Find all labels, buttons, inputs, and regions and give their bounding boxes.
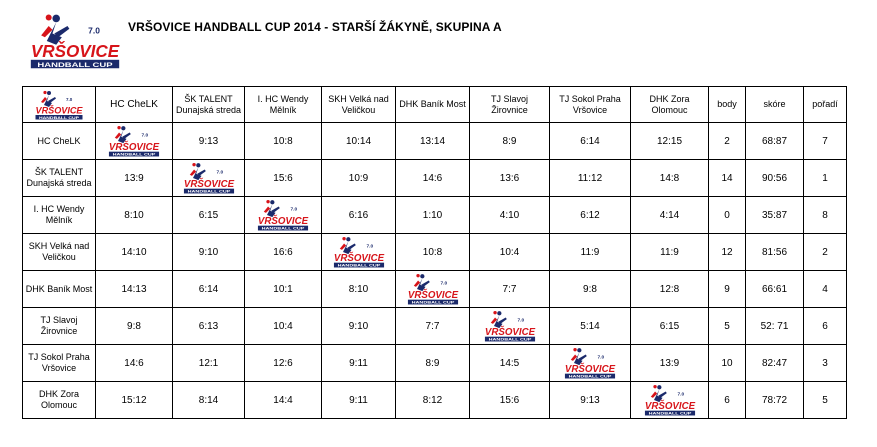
score-cell: 8:9 bbox=[470, 123, 550, 160]
score-cell: 5:14 bbox=[550, 308, 631, 345]
score-cell: 10:8 bbox=[396, 234, 470, 271]
table-row bbox=[23, 308, 847, 345]
vrsovice-handball-cup-logo-icon bbox=[252, 199, 314, 231]
row-header-team: HC CheLK bbox=[23, 123, 96, 160]
body-cell: 14 bbox=[709, 160, 746, 197]
score-cell: 6:12 bbox=[550, 197, 631, 234]
score-cell: 9:8 bbox=[96, 308, 173, 345]
poradi-cell: 3 bbox=[804, 345, 847, 382]
score-cell: 10:1 bbox=[245, 271, 322, 308]
vrsovice-handball-cup-logo-icon bbox=[479, 310, 541, 342]
score-cell: 9:10 bbox=[173, 234, 245, 271]
table-row bbox=[23, 160, 847, 197]
skore-cell: 82:47 bbox=[746, 345, 804, 382]
score-cell: 10:14 bbox=[322, 123, 396, 160]
self-match-logo-cell bbox=[245, 197, 322, 234]
score-cell: 9:11 bbox=[322, 345, 396, 382]
score-cell: 8:12 bbox=[396, 382, 470, 419]
score-cell: 14:10 bbox=[96, 234, 173, 271]
score-cell: 7:7 bbox=[396, 308, 470, 345]
score-cell: 1:10 bbox=[396, 197, 470, 234]
table-row bbox=[23, 271, 847, 308]
score-cell: 14:5 bbox=[470, 345, 550, 382]
row-header-team: TJ Slavoj Žirovnice bbox=[23, 308, 96, 345]
body-cell: 10 bbox=[709, 345, 746, 382]
score-cell: 11:9 bbox=[631, 234, 709, 271]
score-cell: 11:9 bbox=[550, 234, 631, 271]
poradi-cell: 7 bbox=[804, 123, 847, 160]
score-cell: 16:6 bbox=[245, 234, 322, 271]
score-cell: 8:14 bbox=[173, 382, 245, 419]
col-header-team: I. HC Wendy Mělník bbox=[245, 87, 322, 123]
poradi-cell: 2 bbox=[804, 234, 847, 271]
score-cell: 15:6 bbox=[245, 160, 322, 197]
row-header-team: TJ Sokol Praha Vršovice bbox=[23, 345, 96, 382]
skore-cell: 35:87 bbox=[746, 197, 804, 234]
score-cell: 6:14 bbox=[173, 271, 245, 308]
skore-cell: 90:56 bbox=[746, 160, 804, 197]
vrsovice-handball-cup-logo-icon bbox=[328, 236, 390, 268]
col-header-team: TJ Sokol Praha Vršovice bbox=[550, 87, 631, 123]
score-cell: 15:6 bbox=[470, 382, 550, 419]
poradi-cell: 4 bbox=[804, 271, 847, 308]
score-cell: 6:16 bbox=[322, 197, 396, 234]
score-cell: 14:13 bbox=[96, 271, 173, 308]
corner-logo-cell bbox=[23, 87, 96, 123]
score-cell: 13:9 bbox=[96, 160, 173, 197]
body-cell: 9 bbox=[709, 271, 746, 308]
score-cell: 4:14 bbox=[631, 197, 709, 234]
body-cell: 5 bbox=[709, 308, 746, 345]
table-row bbox=[23, 123, 847, 160]
vrsovice-handball-cup-logo-icon bbox=[178, 162, 240, 194]
row-header-team: ŠK TALENT Dunajská streda bbox=[23, 160, 96, 197]
col-header-team: SKH Velká nad Veličkou bbox=[322, 87, 396, 123]
table-row bbox=[23, 345, 847, 382]
poradi-cell: 6 bbox=[804, 308, 847, 345]
vrsovice-handball-cup-logo-icon bbox=[103, 125, 165, 157]
col-header-team: ŠK TALENT Dunajská streda bbox=[173, 87, 245, 123]
poradi-cell: 5 bbox=[804, 382, 847, 419]
score-cell: 14:6 bbox=[96, 345, 173, 382]
score-cell: 15:12 bbox=[96, 382, 173, 419]
score-cell: 13:6 bbox=[470, 160, 550, 197]
score-cell: 10:4 bbox=[470, 234, 550, 271]
col-header-body: body bbox=[709, 87, 746, 123]
col-header-team: TJ Slavoj Žirovnice bbox=[470, 87, 550, 123]
score-cell: 9:11 bbox=[322, 382, 396, 419]
score-cell: 6:15 bbox=[631, 308, 709, 345]
self-match-logo-cell bbox=[173, 160, 245, 197]
vrsovice-handball-cup-logo-icon bbox=[402, 273, 464, 305]
score-cell: 9:10 bbox=[322, 308, 396, 345]
score-cell: 9:13 bbox=[550, 382, 631, 419]
poradi-cell: 1 bbox=[804, 160, 847, 197]
score-cell: 14:4 bbox=[245, 382, 322, 419]
results-table bbox=[22, 86, 847, 419]
self-match-logo-cell bbox=[96, 123, 173, 160]
score-cell: 12:1 bbox=[173, 345, 245, 382]
vrsovice-handball-cup-logo-icon bbox=[28, 90, 90, 120]
self-match-logo-cell bbox=[470, 308, 550, 345]
skore-cell: 66:61 bbox=[746, 271, 804, 308]
poradi-cell: 8 bbox=[804, 197, 847, 234]
score-cell: 7:7 bbox=[470, 271, 550, 308]
row-header-team: DHK Zora Olomouc bbox=[23, 382, 96, 419]
self-match-logo-cell bbox=[396, 271, 470, 308]
table-row bbox=[23, 234, 847, 271]
self-match-logo-cell bbox=[550, 345, 631, 382]
skore-cell: 68:87 bbox=[746, 123, 804, 160]
col-header-team: DHK Baník Most bbox=[396, 87, 470, 123]
self-match-logo-cell bbox=[322, 234, 396, 271]
vrsovice-handball-cup-logo-icon bbox=[559, 347, 621, 379]
score-cell: 12:15 bbox=[631, 123, 709, 160]
score-cell: 9:13 bbox=[173, 123, 245, 160]
score-cell: 13:9 bbox=[631, 345, 709, 382]
vrsovice-handball-cup-logo-icon bbox=[28, 10, 122, 72]
score-cell: 14:8 bbox=[631, 160, 709, 197]
self-match-logo-cell bbox=[631, 382, 709, 419]
row-header-team: SKH Velká nad Veličkou bbox=[23, 234, 96, 271]
body-cell: 12 bbox=[709, 234, 746, 271]
row-header-team: I. HC Wendy Mělník bbox=[23, 197, 96, 234]
body-cell: 2 bbox=[709, 123, 746, 160]
score-cell: 13:14 bbox=[396, 123, 470, 160]
tournament-logo bbox=[28, 10, 122, 72]
header-row bbox=[23, 87, 847, 123]
score-cell: 10:4 bbox=[245, 308, 322, 345]
score-cell: 14:6 bbox=[396, 160, 470, 197]
body-cell: 0 bbox=[709, 197, 746, 234]
body-cell: 6 bbox=[709, 382, 746, 419]
table-row bbox=[23, 197, 847, 234]
row-header-team: DHK Baník Most bbox=[23, 271, 96, 308]
score-cell: 10:9 bbox=[322, 160, 396, 197]
score-cell: 8:9 bbox=[396, 345, 470, 382]
score-cell: 6:14 bbox=[550, 123, 631, 160]
score-cell: 12:6 bbox=[245, 345, 322, 382]
col-header-poradi: pořadí bbox=[804, 87, 847, 123]
col-header-team: DHK Zora Olomouc bbox=[631, 87, 709, 123]
score-cell: 6:15 bbox=[173, 197, 245, 234]
score-cell: 8:10 bbox=[322, 271, 396, 308]
table-row bbox=[23, 382, 847, 419]
score-cell: 10:8 bbox=[245, 123, 322, 160]
score-cell: 11:12 bbox=[550, 160, 631, 197]
vrsovice-handball-cup-logo-icon bbox=[639, 384, 701, 416]
skore-cell: 78:72 bbox=[746, 382, 804, 419]
page-title: VRŠOVICE HANDBALL CUP 2014 - STARŠÍ ŽÁKYNĚ, SKUPINA A bbox=[128, 20, 502, 34]
score-cell: 12:8 bbox=[631, 271, 709, 308]
col-header-skore: skóre bbox=[746, 87, 804, 123]
score-cell: 6:13 bbox=[173, 308, 245, 345]
col-header-team: HC CheLK bbox=[96, 87, 173, 123]
skore-cell: 81:56 bbox=[746, 234, 804, 271]
skore-cell: 52: 71 bbox=[746, 308, 804, 345]
score-cell: 8:10 bbox=[96, 197, 173, 234]
score-cell: 4:10 bbox=[470, 197, 550, 234]
score-cell: 9:8 bbox=[550, 271, 631, 308]
